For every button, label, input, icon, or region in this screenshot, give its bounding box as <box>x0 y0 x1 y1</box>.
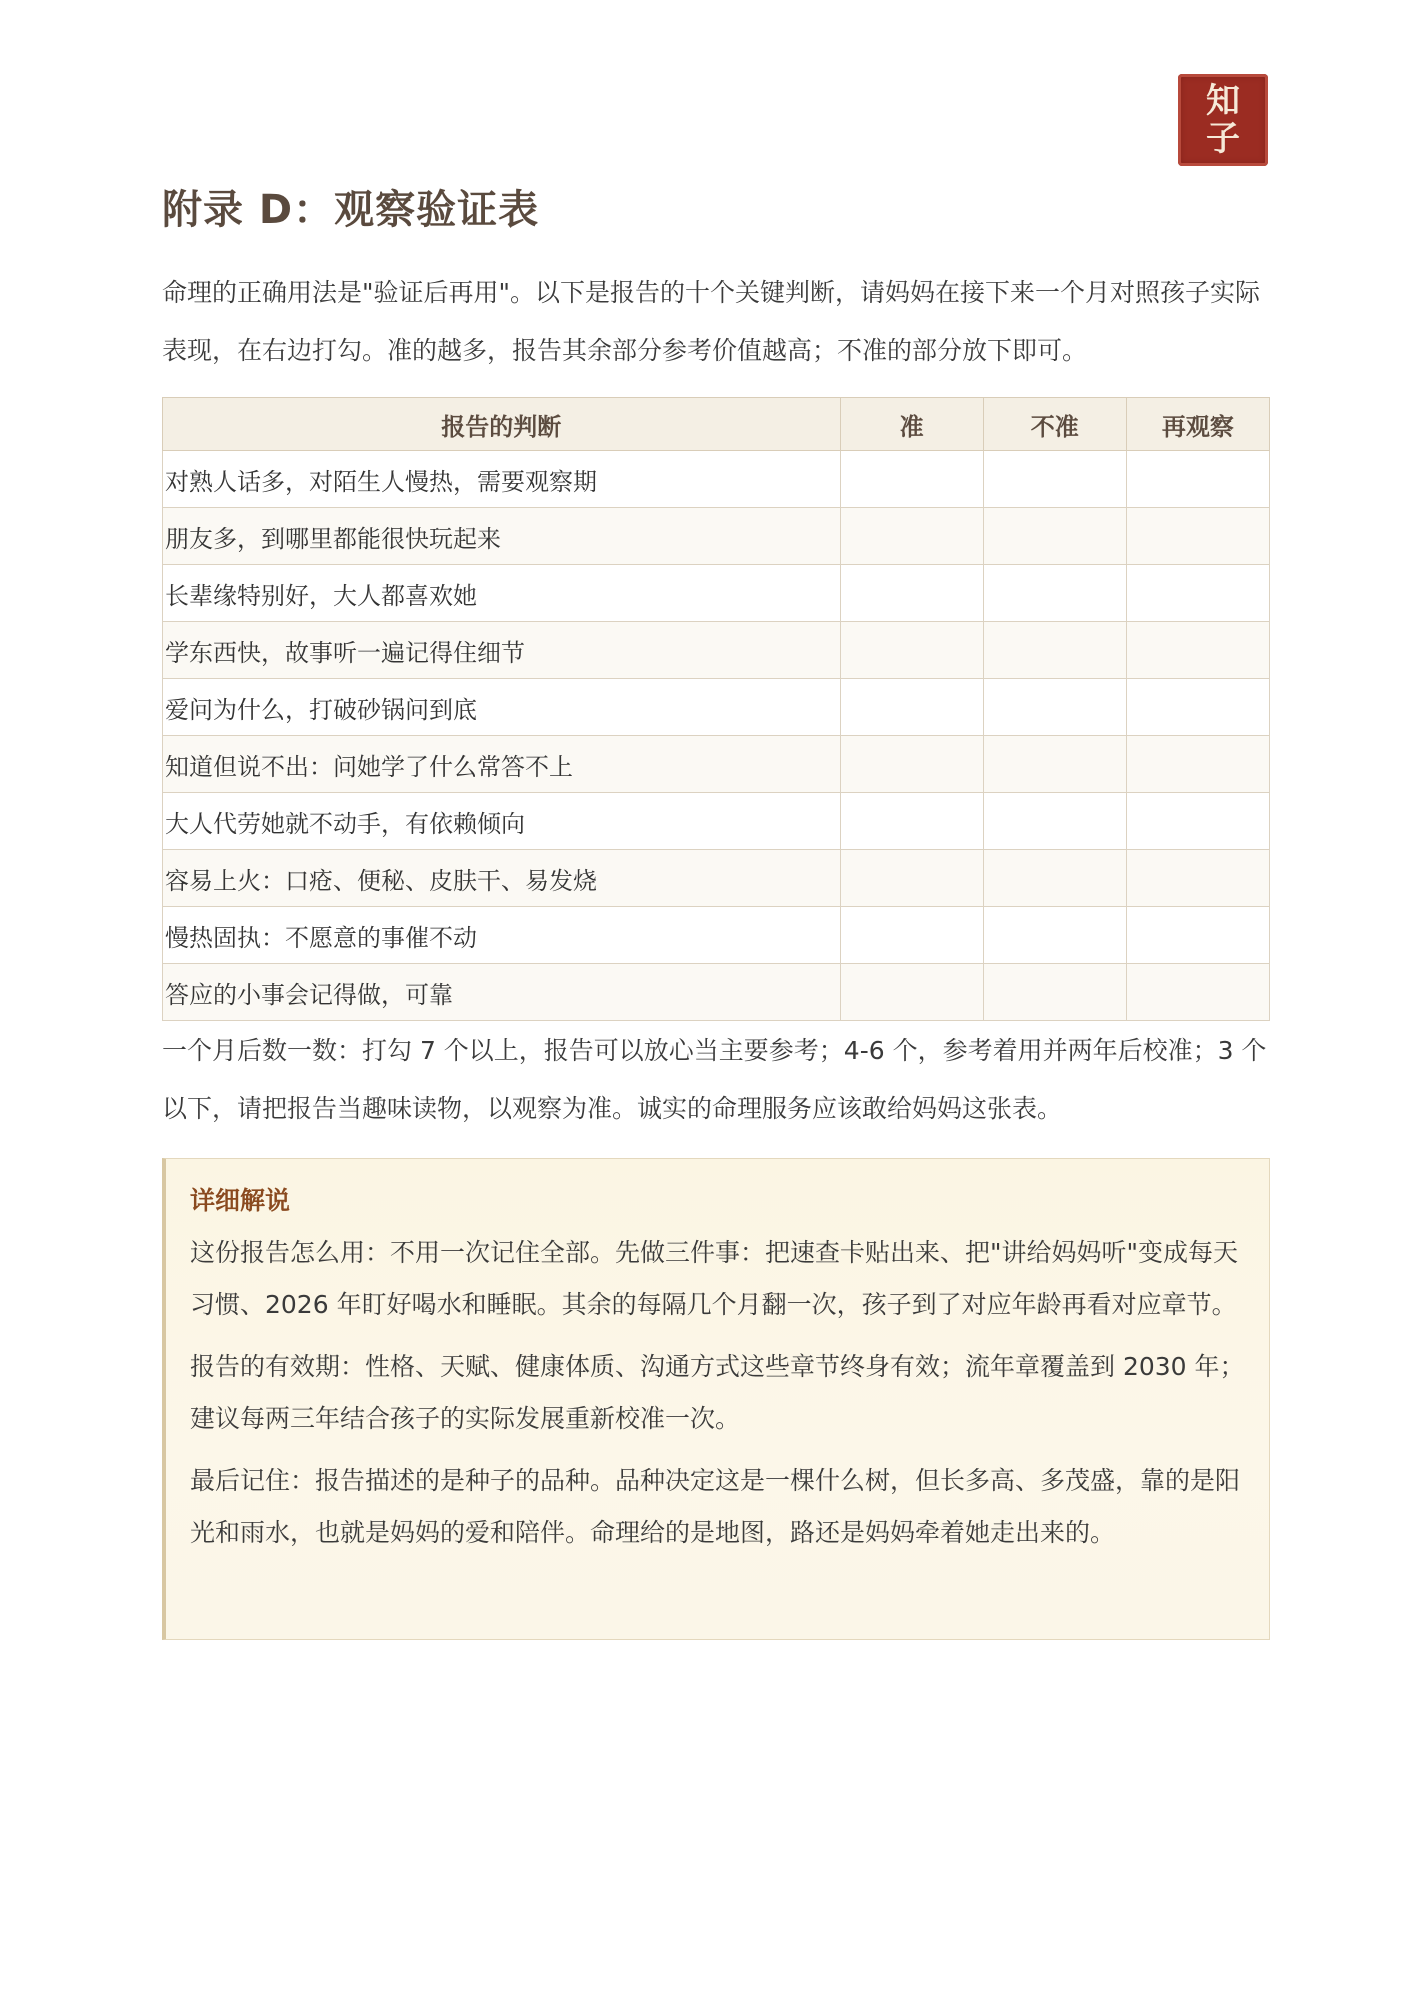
header-accurate: 准 <box>840 398 983 451</box>
observe-check-cell[interactable] <box>1126 964 1269 1021</box>
page-title: 附录 D：观察验证表 <box>162 187 540 233</box>
inaccurate-check-cell[interactable] <box>983 793 1126 850</box>
observe-check-cell[interactable] <box>1126 907 1269 964</box>
judgment-cell: 大人代劳她就不动手，有依赖倾向 <box>163 793 841 850</box>
table-row <box>163 508 1270 565</box>
observe-check-cell[interactable] <box>1126 736 1269 793</box>
seal-char-1: 知 <box>1206 81 1240 121</box>
observe-check-cell[interactable] <box>1126 679 1269 736</box>
observe-check-cell[interactable] <box>1126 793 1269 850</box>
judgment-cell: 容易上火：口疮、便秘、皮肤干、易发烧 <box>163 850 841 907</box>
zhizi-seal-logo <box>1178 74 1268 166</box>
inaccurate-check-cell[interactable] <box>983 451 1126 508</box>
table-row <box>163 736 1270 793</box>
accurate-check-cell[interactable] <box>840 793 983 850</box>
inaccurate-check-cell[interactable] <box>983 907 1126 964</box>
accurate-check-cell[interactable] <box>840 451 983 508</box>
table-row <box>163 850 1270 907</box>
detail-paragraph-usage: 这份报告怎么用：不用一次记住全部。先做三件事：把速查卡贴出来、把"讲给妈妈听"变成每天习惯、2026 年盯好喝水和睡眠。其余的每隔几个月翻一次，孩子到了对应年龄再看对应章节。 <box>190 1238 1239 1319</box>
inaccurate-check-cell[interactable] <box>983 622 1126 679</box>
observe-check-cell[interactable] <box>1126 451 1269 508</box>
table-row <box>163 964 1270 1021</box>
seal-char-2: 子 <box>1206 119 1240 159</box>
accurate-check-cell[interactable] <box>840 565 983 622</box>
judgment-cell: 学东西快，故事听一遍记得住细节 <box>163 622 841 679</box>
judgment-cell: 答应的小事会记得做，可靠 <box>163 964 841 1021</box>
accurate-check-cell[interactable] <box>840 850 983 907</box>
inaccurate-check-cell[interactable] <box>983 508 1126 565</box>
observe-check-cell[interactable] <box>1126 508 1269 565</box>
intro-paragraph: 命理的正确用法是"验证后再用"。以下是报告的十个关键判断，请妈妈在接下来一个月对照孩子实际表现，在右边打勾。准的越多，报告其余部分参考价值越高；不准的部分放下即可。 <box>162 278 1261 365</box>
inaccurate-check-cell[interactable] <box>983 565 1126 622</box>
inaccurate-check-cell[interactable] <box>983 850 1126 907</box>
accurate-check-cell[interactable] <box>840 622 983 679</box>
judgment-cell: 知道但说不出：问她学了什么常答不上 <box>163 736 841 793</box>
inaccurate-check-cell[interactable] <box>983 736 1126 793</box>
table-row <box>163 793 1270 850</box>
accurate-check-cell[interactable] <box>840 508 983 565</box>
judgment-cell: 长辈缘特别好，大人都喜欢她 <box>163 565 841 622</box>
outro-paragraph: 一个月后数一数：打勾 7 个以上，报告可以放心当主要参考；4-6 个，参考着用并两年后校准；3 个以下，请把报告当趣味读物，以观察为准。诚实的命理服务应该敢给妈妈这张表。 <box>162 1036 1267 1123</box>
table-header-row <box>163 398 1270 451</box>
accurate-check-cell[interactable] <box>840 679 983 736</box>
detail-explanation-box <box>162 1158 1270 1640</box>
table-row <box>163 679 1270 736</box>
inaccurate-check-cell[interactable] <box>983 679 1126 736</box>
judgment-cell: 朋友多，到哪里都能很快玩起来 <box>163 508 841 565</box>
table-row <box>163 451 1270 508</box>
detail-paragraph-validity: 报告的有效期：性格、天赋、健康体质、沟通方式这些章节终身有效；流年章覆盖到 2030 年；建议每两三年结合孩子的实际发展重新校准一次。 <box>190 1352 1245 1433</box>
header-judgment: 报告的判断 <box>163 398 841 451</box>
judgment-cell: 慢热固执：不愿意的事催不动 <box>163 907 841 964</box>
table-row <box>163 622 1270 679</box>
inaccurate-check-cell[interactable] <box>983 964 1126 1021</box>
detail-title: 详细解说 <box>190 1186 291 1215</box>
observe-check-cell[interactable] <box>1126 565 1269 622</box>
accurate-check-cell[interactable] <box>840 964 983 1021</box>
observe-check-cell[interactable] <box>1126 850 1269 907</box>
detail-paragraph-final: 最后记住：报告描述的是种子的品种。品种决定这是一棵什么树，但长多高、多茂盛，靠的是阳光和雨水，也就是妈妈的爱和陪伴。命理给的是地图，路还是妈妈牵着她走出来的。 <box>190 1466 1241 1547</box>
verification-table <box>162 397 1270 1021</box>
header-inaccurate: 不准 <box>983 398 1126 451</box>
accurate-check-cell[interactable] <box>840 907 983 964</box>
judgment-cell: 对熟人话多，对陌生人慢热，需要观察期 <box>163 451 841 508</box>
accurate-check-cell[interactable] <box>840 736 983 793</box>
table-row <box>163 907 1270 964</box>
table-row <box>163 565 1270 622</box>
judgment-cell: 爱问为什么，打破砂锅问到底 <box>163 679 841 736</box>
observe-check-cell[interactable] <box>1126 622 1269 679</box>
header-observe-more: 再观察 <box>1126 398 1269 451</box>
